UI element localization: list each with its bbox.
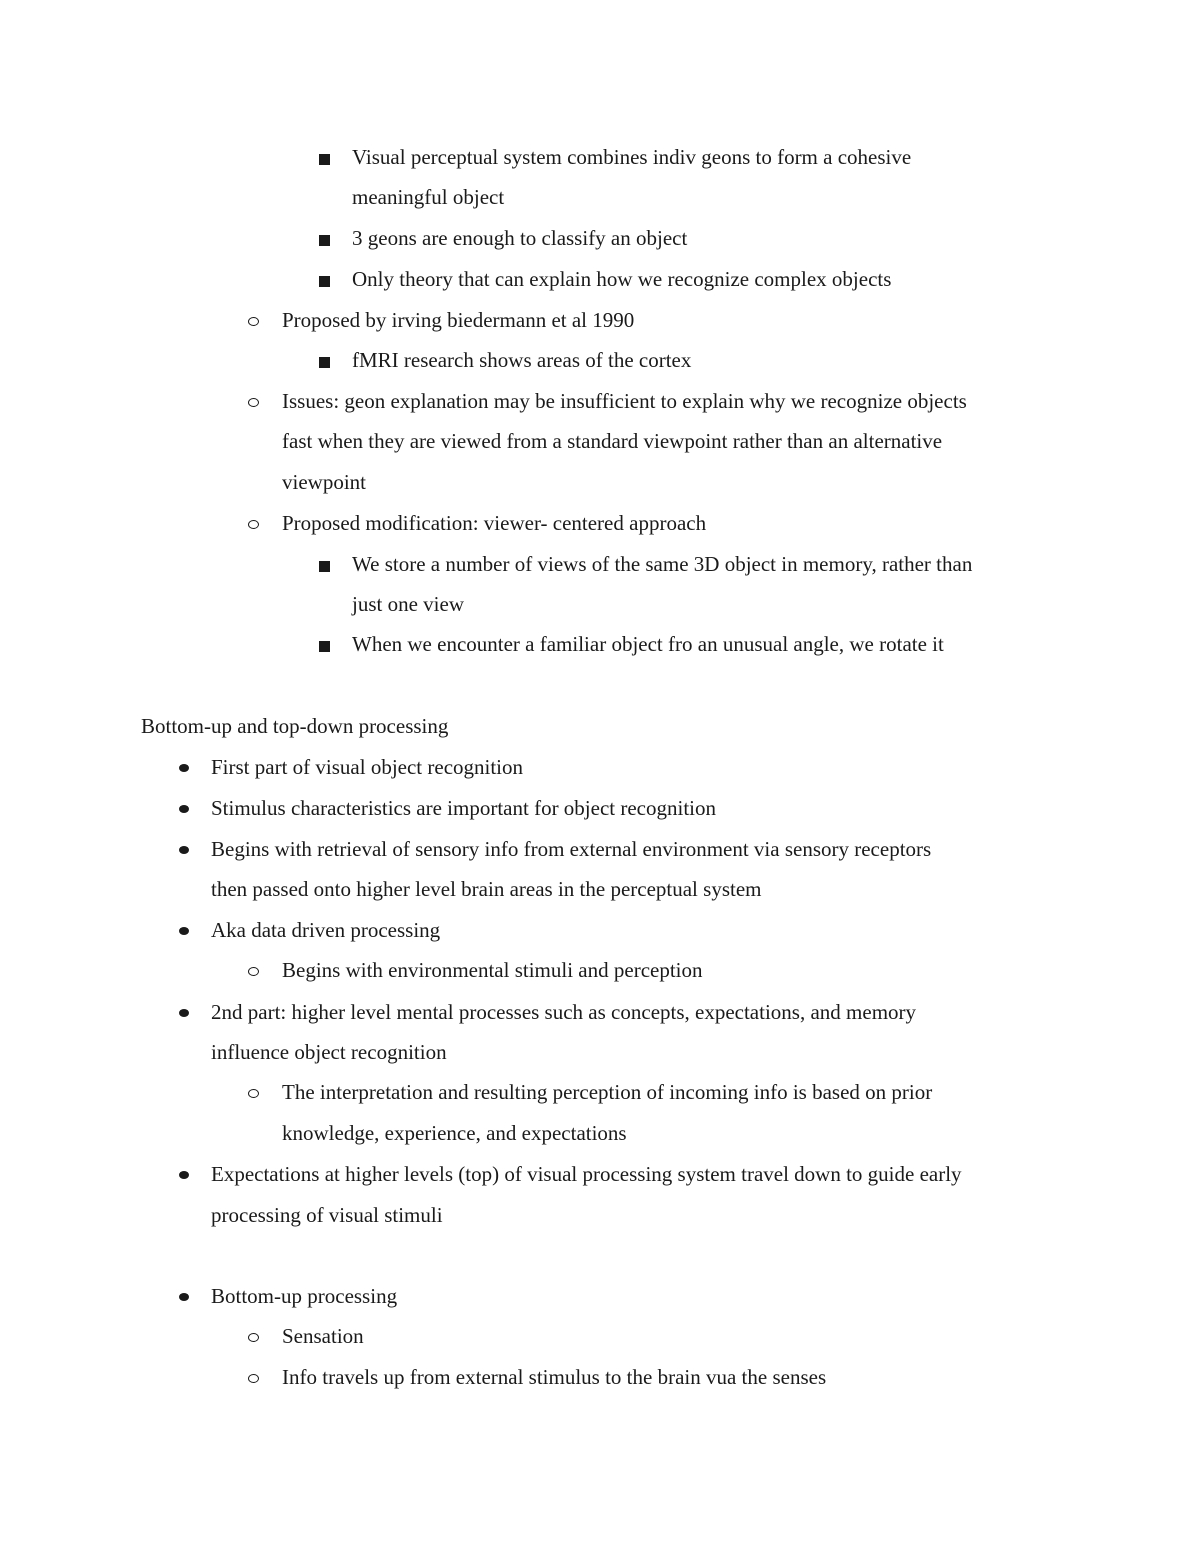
list-item-text: First part of visual object recognition <box>211 755 524 779</box>
list-item-text: Begins with retrieval of sensory info from external environment via sensory receptors <box>211 837 932 861</box>
list-item-text: meaningful object <box>352 185 505 209</box>
list-item-text: processing of visual stimuli <box>211 1203 443 1227</box>
list-item-text: knowledge, experience, and expectations <box>282 1121 627 1145</box>
list-item-text: then passed onto higher level brain areas in the perceptual system <box>211 877 762 901</box>
list-item-text: Only theory that can explain how we recognize complex objects <box>352 267 892 291</box>
list-item-text: Info travels up from external stimulus to the brain vua the senses <box>282 1365 827 1389</box>
list-item-text: Begins with environmental stimuli and perception <box>282 958 703 982</box>
list-item-text: Issues: geon explanation may be insufficient to explain why we recognize objects <box>282 389 967 413</box>
list-item-text: 2nd part: higher level mental processes such as concepts, expectations, and memory <box>211 1000 917 1024</box>
list-item-text: 3 geons are enough to classify an object <box>352 226 688 250</box>
list-item-text: fMRI research shows areas of the cortex <box>352 348 692 372</box>
list-item-text: The interpretation and resulting perception of incoming info is based on prior <box>282 1080 933 1104</box>
list-item-text: Bottom-up processing <box>211 1284 398 1308</box>
list-item-text: Visual perceptual system combines indiv geons to form a cohesive <box>352 145 912 169</box>
list-item-text: Proposed by irving biedermann et al 1990 <box>282 308 635 332</box>
list-item-text: fast when they are viewed from a standard viewpoint rather than an alternative <box>282 429 943 453</box>
list-item-text: just one view <box>352 592 464 616</box>
list-item-text: Stimulus characteristics are important for object recognition <box>211 796 717 820</box>
list-item-text: Proposed modification: viewer- centered approach <box>282 511 707 535</box>
list-item-text: viewpoint <box>282 470 366 494</box>
list-item-text: Aka data driven processing <box>211 918 441 942</box>
section-heading: Bottom-up and top-down processing <box>141 714 449 738</box>
list-item-text: Sensation <box>282 1324 364 1348</box>
list-item-text: We store a number of views of the same 3D object in memory, rather than <box>352 552 973 576</box>
list-item-text: influence object recognition <box>211 1040 447 1064</box>
list-item-text: Expectations at higher levels (top) of visual processing system travel down to guide early <box>211 1162 962 1186</box>
list-item-text: When we encounter a familiar object fro an unusual angle, we rotate it <box>352 632 944 656</box>
